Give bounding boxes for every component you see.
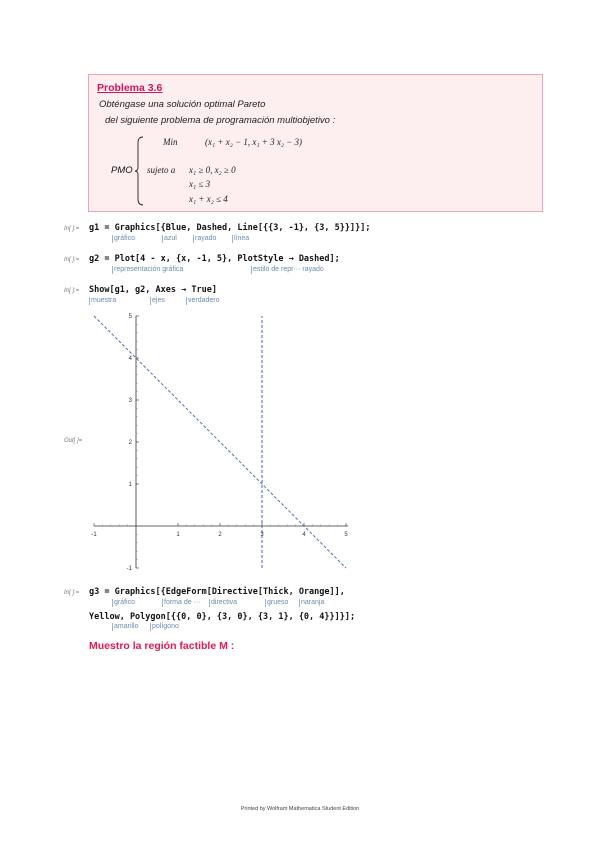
- pmo-label: PMO: [111, 165, 133, 176]
- problem-line-2: del siguiente problema de programación multiobjetivo :: [105, 115, 336, 126]
- hint-poligono[interactable]: polígono: [152, 623, 179, 630]
- x-tick-label: 1: [176, 532, 180, 538]
- section-note: Muestro la región factible M :: [89, 640, 235, 652]
- output-plot: [86, 310, 356, 578]
- subject-to-label: sujeto a: [147, 165, 176, 175]
- output-label: Out[ ]=: [64, 438, 83, 444]
- objective-expression: (x₁ + x₂ − 1, x₁ + 3 x₂ − 3): [205, 137, 303, 147]
- problem-box: [88, 74, 543, 212]
- hint-directiva[interactable]: directiva: [211, 599, 238, 606]
- hint-grafico[interactable]: gráfico: [114, 235, 136, 242]
- x-tick-label: 2: [218, 532, 222, 538]
- x-tick-label: 5: [344, 532, 348, 538]
- min-label: Min: [163, 137, 178, 147]
- problem-title: Problema 3.6: [97, 82, 163, 94]
- footer: Printed by Wolfram Mathematica Student Edition: [240, 806, 360, 812]
- x-tick-label: 3: [260, 532, 264, 538]
- hint-forma-de[interactable]: forma de ···: [164, 599, 201, 606]
- constraint-sum: x₁ + x₂ ≤ 4: [189, 194, 228, 204]
- hint-grueso[interactable]: grueso: [267, 599, 289, 606]
- hint-rayado[interactable]: rayado: [195, 235, 217, 242]
- y-tick-label: 4: [128, 356, 132, 362]
- hint-grafico[interactable]: gráfico: [114, 599, 136, 606]
- code-g1[interactable]: g1 = Graphics[{Blue, Dashed, Line[{{3, -1}, {3, 5}}]}];: [89, 223, 371, 233]
- y-tick-label: 2: [128, 440, 132, 446]
- y-tick-label: 3: [128, 398, 132, 404]
- hint-muestra[interactable]: muestra: [91, 297, 117, 304]
- x-tick-label: 4: [302, 532, 306, 538]
- input-label: In[ ]:=: [64, 590, 80, 596]
- hint-azul[interactable]: azul: [164, 235, 177, 242]
- code-show[interactable]: Show[g1, g2, Axes → True]: [89, 285, 217, 295]
- problem-line-1: Obténgase una solución optimal Pareto: [99, 99, 266, 110]
- y-tick-label: 1: [128, 482, 132, 488]
- code-g3-line1[interactable]: g3 = Graphics[{EdgeForm[Directive[Thick, Orange]],: [89, 587, 345, 597]
- constraint-x1: x₁ ≤ 3: [189, 179, 211, 189]
- hint-naranja[interactable]: naranja: [301, 599, 325, 606]
- left-brace-icon: [135, 135, 145, 207]
- x-tick-label: -1: [91, 532, 97, 538]
- hint-linea[interactable]: línea: [234, 235, 250, 242]
- y-tick-label: -1: [126, 566, 132, 572]
- code-g2[interactable]: g2 = Plot[4 - x, {x, -1, 5}, PlotStyle → Dashed];: [89, 254, 340, 264]
- hint-amarillo[interactable]: amarillo: [114, 623, 139, 630]
- input-label: In[ ]:=: [64, 257, 80, 263]
- hint-estilo[interactable]: estilo de repr··· rayado: [253, 266, 324, 273]
- y-tick-label: 5: [128, 314, 132, 320]
- input-label: In[ ]:=: [64, 288, 80, 294]
- code-g3-line2[interactable]: Yellow, Polygon[{{0, 0}, {3, 0}, {3, 1}, {0, 4}}]}];: [89, 612, 356, 622]
- hint-representacion[interactable]: representación gráfica: [114, 266, 184, 273]
- constraint-nonneg: x₁ ≥ 0, x₂ ≥ 0: [189, 165, 236, 175]
- input-label: In[ ]:=: [64, 226, 80, 232]
- hint-verdadero[interactable]: verdadero: [188, 297, 220, 304]
- hint-ejes[interactable]: ejes: [152, 297, 165, 304]
